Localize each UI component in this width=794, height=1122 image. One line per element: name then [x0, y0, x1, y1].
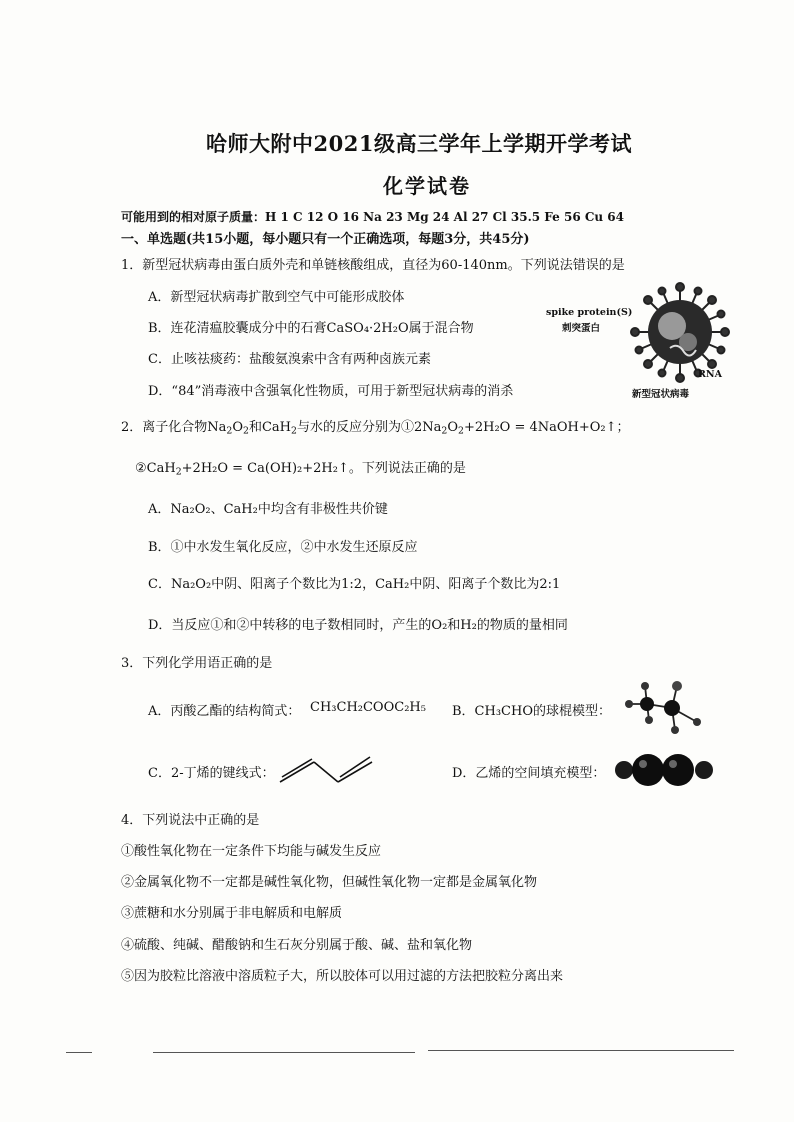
- q1-option-a: A．新型冠状病毒扩散到空气中可能形成胶体: [148, 290, 405, 305]
- ethylene-space-filling-model-image: [614, 752, 714, 788]
- rna-label: RNA: [698, 369, 722, 380]
- atomic-masses: 可能用到的相对原子质量：H 1 C 12 O 16 Na 23 Mg 24 Al 27 Cl 35.5 Fe 56 Cu 64: [121, 210, 625, 224]
- q2-stem-part2: 和CaH: [248, 420, 292, 435]
- footer-rule-3: [428, 1050, 734, 1051]
- q2-equation-1: +2H₂O = 4NaOH+O₂↑；: [463, 420, 630, 435]
- q4-statement-2: ②金属氧化物不一定都是碱性氧化物，但碱性氧化物一定都是金属氧化物: [121, 875, 538, 890]
- butene-skeletal-formula-image: [276, 752, 376, 788]
- q3-option-a-label: A．丙酸乙酯的结构简式：: [148, 704, 301, 719]
- page-title: 哈师大附中2021级高三学年上学期开学考试: [206, 131, 632, 156]
- footer-rule-2: [153, 1052, 415, 1053]
- q3-option-a-formula: CH₃CH₂COOC₂H₅: [310, 700, 426, 715]
- q3-option-c-label: C．2-丁烯的键线式：: [148, 766, 275, 781]
- q4-statement-1: ①酸性氧化物在一定条件下均能与碱发生反应: [121, 844, 382, 859]
- q3-option-b-label: B．CH₃CHO的球棍模型：: [452, 704, 611, 719]
- spike-protein-label: spike protein(S): [546, 307, 633, 318]
- spike-protein-cn-label: 刺突蛋白: [562, 323, 601, 334]
- q2-option-c: C．Na₂O₂中阴、阳离子个数比为1:2，CaH₂中阴、阳离子个数比为2:1: [148, 577, 561, 592]
- q2-equation-2: ②CaH$_2$+2H₂O = Ca(OH)₂+2H₂↑。下列说法正确的是: [135, 461, 466, 478]
- q2-option-a: A．Na₂O₂、CaH₂中均含有非极性共价键: [148, 502, 388, 517]
- q2-stem-part3: 与水的反应分别为①2Na: [296, 420, 442, 435]
- q1-stem: 1．新型冠状病毒由蛋白质外壳和单链核酸组成，直径为60-140nm。下列说法错误的是: [121, 258, 625, 273]
- q2-eq2-part1: ②CaH: [135, 461, 176, 476]
- footer-rule-1: [66, 1052, 92, 1053]
- q2-stem-part1: 2．离子化合物Na: [121, 420, 227, 435]
- q1-option-d: D．“84”消毒液中含强氧化性物质，可用于新型冠状病毒的消杀: [148, 384, 514, 399]
- virus-caption: 新型冠状病毒: [632, 389, 690, 400]
- q1-option-b: B．连花清瘟胶囊成分中的石膏CaSO₄·2H₂O属于混合物: [148, 321, 474, 336]
- ball-stick-model-image: [617, 678, 713, 738]
- q2-option-b: B．①中水发生氧化反应，②中水发生还原反应: [148, 540, 418, 555]
- q4-statement-5: ⑤因为胶粒比溶液中溶质粒子大，所以胶体可以用过滤的方法把胶粒分离出来: [121, 969, 564, 984]
- q2-option-d: D．当反应①和②中转移的电子数相同时，产生的O₂和H₂的物质的量相同: [148, 618, 568, 633]
- q4-statement-3: ③蔗糖和水分别属于非电解质和电解质: [121, 906, 343, 921]
- q3-option-d-label: D．乙烯的空间填充模型：: [452, 766, 606, 781]
- page-subtitle: 化学试卷: [383, 174, 471, 198]
- q1-option-c: C．止咳祛痰药：盐酸氨溴索中含有两种卤族元素: [148, 352, 431, 367]
- section-heading: 一、单选题(共15小题，每小题只有一个正确选项，每题3分，共45分): [121, 232, 530, 247]
- q2-eq2-part2: +2H₂O = Ca(OH)₂+2H₂↑。下列说法正确的是: [181, 461, 466, 476]
- q4-statement-4: ④硫酸、纯碱、醋酸钠和生石灰分别属于酸、碱、盐和氧化物: [121, 938, 473, 953]
- q4-stem: 4．下列说法中正确的是: [121, 813, 260, 828]
- q3-stem: 3．下列化学用语正确的是: [121, 656, 273, 671]
- q2-stem: 2．离子化合物$Na_2O_2$和CaH$_2$与水的反应分别为$①2Na_2O_2+2H_2O$ = 4NaOH+O₂↑；: [121, 420, 630, 437]
